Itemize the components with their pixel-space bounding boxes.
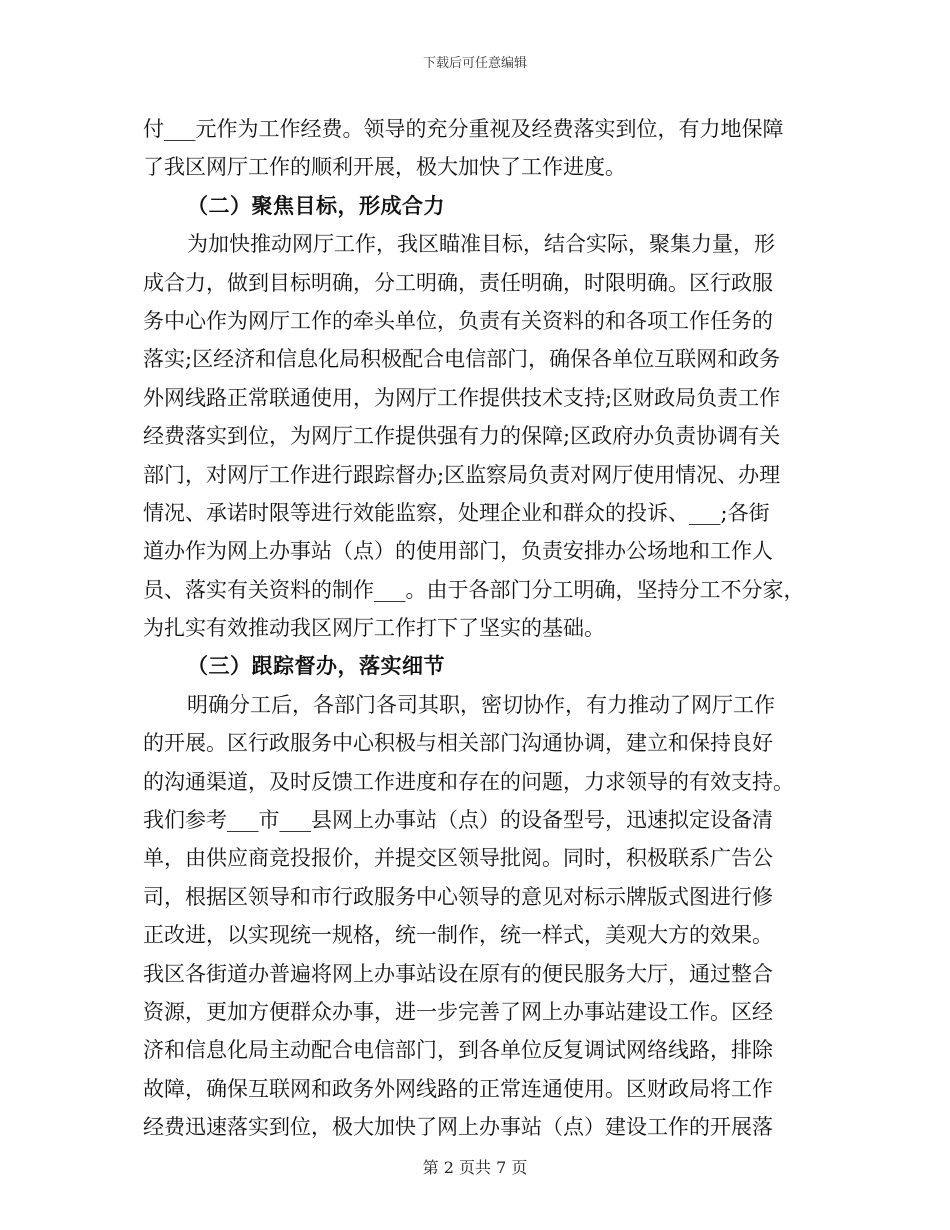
section-heading: （二）聚焦目标，形成合力: [187, 192, 445, 218]
body-line: 成合力，做到目标明确，分工明确，责任明确，时限明确。区行政服: [143, 270, 773, 295]
body-line: 员、落实有关资料的制作___。由于各部门分工明确，坚持分工不分家，: [143, 577, 805, 602]
document-body: [143, 110, 803, 1147]
section-heading: （三）跟踪督办，落实细节: [187, 653, 445, 679]
body-line: 正改进，以实现统一规格，统一制作，统一样式，美观大方的效果。: [143, 923, 773, 948]
body-line: 道办作为网上办事站（点）的使用部门，负责安排办公场地和工作人: [143, 539, 773, 564]
body-line: 部门，对网厅工作进行跟踪督办;区监察局负责对网厅使用情况、办理: [143, 462, 781, 487]
body-line: 的沟通渠道，及时反馈工作进度和存在的问题，力求领导的有效支持。: [143, 769, 794, 794]
body-line: 经费落实到位，为网厅工作提供强有力的保障;区政府办负责协调有关: [143, 424, 781, 449]
body-line: 情况、承诺时限等进行效能监察，处理企业和群众的投诉、___;各街: [143, 500, 770, 525]
body-line: 落实;区经济和信息化局积极配合电信部门，确保各单位互联网和政务: [143, 347, 781, 372]
body-line: 了我区网厅工作的顺利开展，极大加快了工作进度。: [143, 155, 626, 180]
body-line: 务中心作为网厅工作的牵头单位，负责有关资料的和各项工作任务的: [143, 308, 773, 333]
page-header: 下载后可任意编辑: [422, 56, 527, 71]
body-line: 外网线路正常联通使用，为网厅工作提供技术支持;区财政局负责工作: [143, 385, 781, 410]
body-line: 明确分工后，各部门各司其职，密切协作，有力推动了网厅工作: [187, 692, 775, 717]
body-line: 为扎实有效推动我区网厅工作打下了坚实的基础。: [143, 616, 605, 641]
body-line: 的开展。区行政服务中心积极与相关部门沟通协调，建立和保持良好: [143, 731, 773, 756]
body-line: 为加快推动网厅工作，我区瞄准目标，结合实际，聚集力量，形: [187, 232, 775, 257]
body-line: 经费迅速落实到位，极大加快了网上办事站（点）建设工作的开展落: [143, 1115, 773, 1140]
body-line: 司，根据区领导和市行政服务中心领导的意见对标示牌版式图进行修: [143, 884, 773, 909]
body-line: 单，由供应商竞投报价，并提交区领导批阅。同时，积极联系广告公: [143, 846, 773, 871]
body-line: 济和信息化局主动配合电信部门，到各单位反复调试网络线路，排除: [143, 1038, 773, 1063]
page-footer: 第 2 页共 7 页: [422, 1158, 528, 1177]
body-line: 付___元作为工作经费。领导的充分重视及经费落实到位，有力地保障: [143, 117, 784, 141]
body-line: 资源，更加方便群众办事，进一步完善了网上办事站建设工作。区经: [143, 999, 773, 1024]
body-line: 我区各街道办普遍将网上办事站设在原有的便民服务大厅，通过整合: [143, 961, 773, 986]
body-line: 我们参考___市___县网上办事站（点）的设备型号，迅速拟定设备清: [143, 808, 773, 833]
body-line: 故障，确保互联网和政务外网线路的正常连通使用。区财政局将工作: [143, 1076, 773, 1101]
